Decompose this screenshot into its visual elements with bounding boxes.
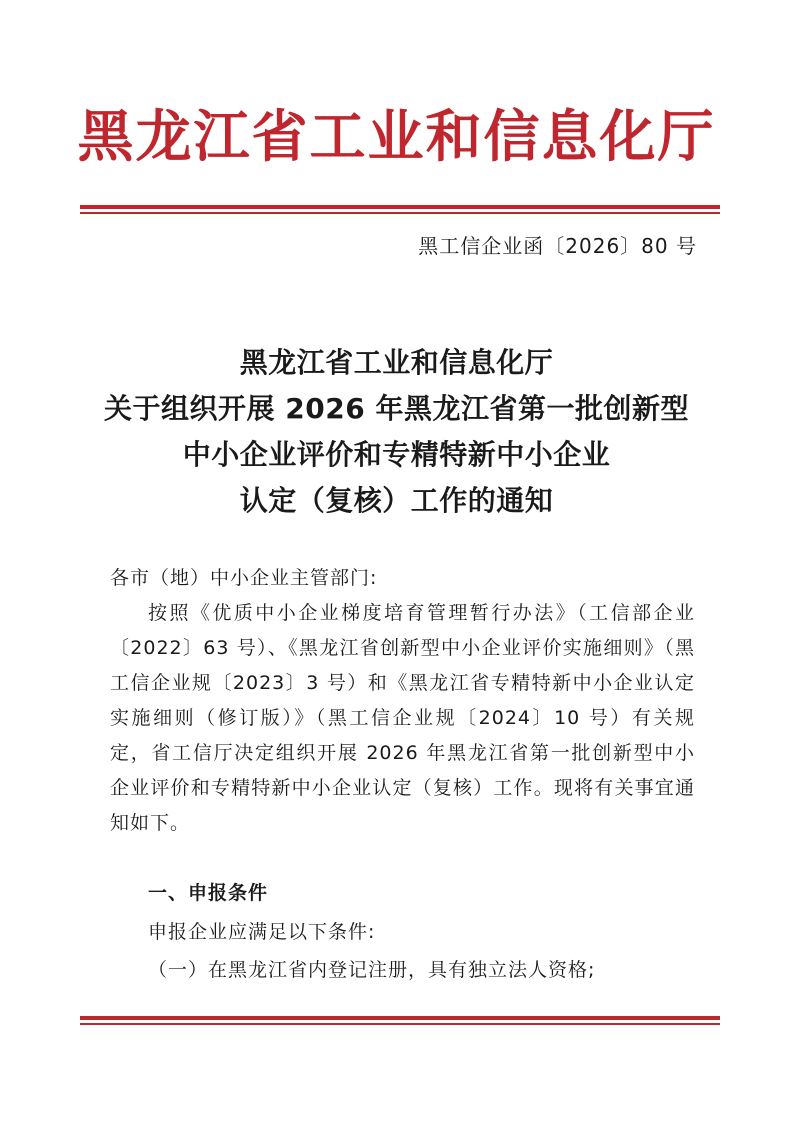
document-title — [0, 340, 793, 524]
condition-item: （一）在黑龙江省内登记注册，具有独立法人资格; — [148, 959, 596, 981]
title-line: 认定（复核）工作的通知 — [239, 484, 554, 517]
title-line: 关于组织开展 2026 年黑龙江省第一批创新型 — [104, 392, 689, 425]
footer-red-rule-thick — [80, 1016, 720, 1020]
issuing-authority-header: 黑龙江省工业和信息化厅 — [77, 104, 716, 170]
footer-red-rule-thin — [80, 1023, 720, 1025]
body-paragraph: 按照《优质中小企业梯度培育管理暂行办法》（工信部企业〔2022〕63 号）、《黑龙江省创新型中小企业评价实施细则》（黑工信企业规〔2023〕3 号）和《黑龙江省专精特新中小企业认定实施细则（修订版）》（黑工信企业规〔2024〕10 号）有关规定，省工信厅决定组织开展 2026 年黑龙江省第一批创新型中小企业评价和专精特新中小企业认定（复核）工作。现将有关事宜通知如下。 — [110, 602, 695, 834]
section-intro: 申报企业应满足以下条件: — [148, 921, 376, 943]
document-number: 黑工信企业函〔2026〕80 号 — [418, 234, 697, 258]
title-line: 中小企业评价和专精特新中小企业 — [182, 438, 611, 471]
header-red-rule-thin — [80, 212, 720, 214]
header-red-rule-thick — [80, 205, 720, 209]
salutation: 各市（地）中小企业主管部门: — [110, 567, 378, 589]
section-heading: 一、申报条件 — [148, 882, 269, 904]
title-line: 黑龙江省工业和信息化厅 — [239, 346, 554, 379]
